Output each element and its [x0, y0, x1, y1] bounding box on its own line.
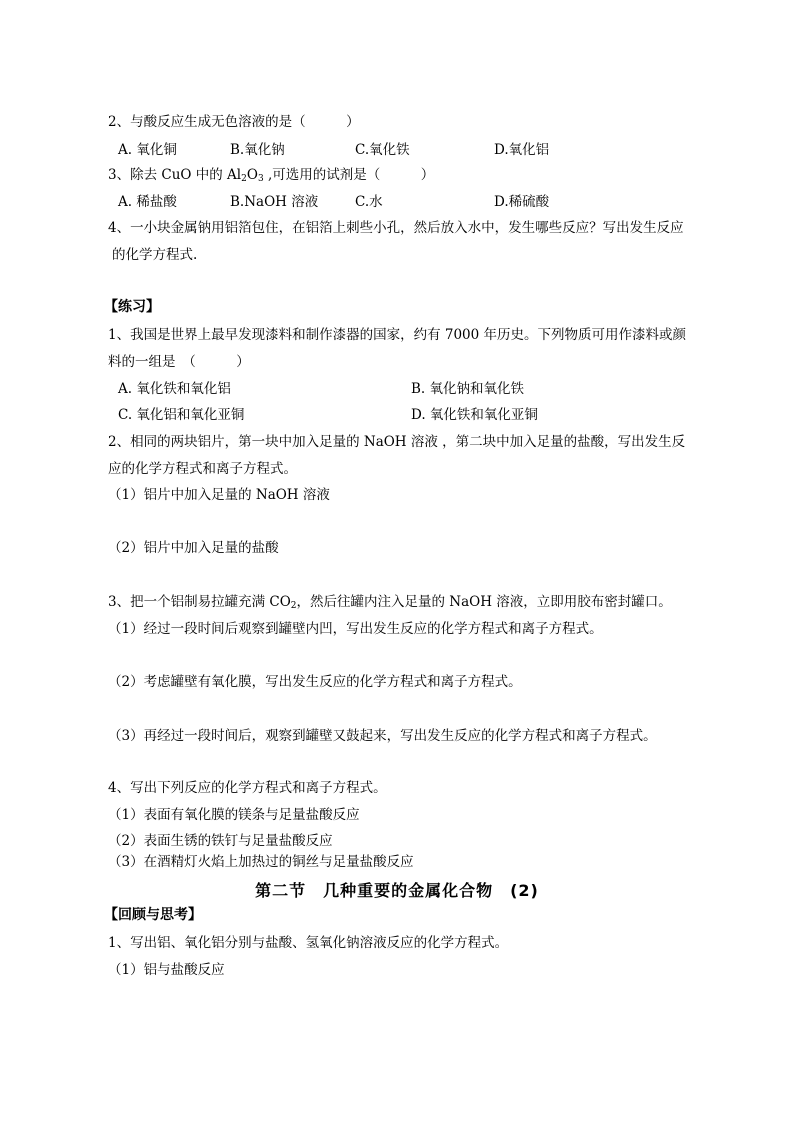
- practice-q3-sub-3: （3）再经过一段时间后，观察到罐壁又鼓起来，写出发生反应的化学方程式和离子方程式。: [108, 728, 657, 744]
- question-4-line-1: 4、一小块金属钠用铝箔包住，在铝箔上刺些小孔，然后放入水中，发生哪些反应？写出发生反应: [108, 220, 684, 236]
- practice-q3-subscript: 2: [290, 601, 297, 611]
- q3-subscript-2: 3: [257, 174, 264, 184]
- question-4-line-2: 的化学方程式.: [112, 247, 198, 263]
- practice-q1-option-d: D. 氧化铁和氧化亚铜: [411, 407, 538, 423]
- q2-option-a: A. 氧化铜: [118, 142, 177, 158]
- q3-stem-suffix: ,可选用的试剂是（ ）: [263, 167, 435, 183]
- practice-q3-line-1: [108, 593, 672, 615]
- section-title: 第二节 几种重要的金属化合物 (2): [255, 881, 539, 900]
- practice-q1-option-a: A. 氧化铁和氧化铝: [118, 381, 231, 397]
- practice-q2-line-1: 2、相同的两块铝片，第一块中加入足量的 NaOH 溶液 ，第二块中加入足量的盐酸，写出发生反: [108, 434, 686, 450]
- practice-q1-option-b: B. 氧化钠和氧化铁: [411, 381, 525, 397]
- practice-q1-line-2: 料的一组是 （ ）: [108, 354, 250, 370]
- q3-option-b: B.NaOH 溶液: [230, 194, 319, 210]
- practice-q4-sub-1: （1）表面有氧化膜的镁条与足量盐酸反应: [108, 807, 360, 823]
- practice-q3-line-1-suffix: ，然后往罐内注入足量的 NaOH 溶液，立即用胶布密封罐口。: [296, 594, 672, 610]
- practice-q3-sub-2: （2）考虑罐壁有氧化膜，写出发生反应的化学方程式和离子方程式。: [108, 674, 522, 690]
- q2-option-d: D.氧化铝: [494, 142, 550, 158]
- practice-q1-line-1: 1、我国是世界上最早发现漆料和制作漆器的国家，约有 7000 年历史。下列物质可用作漆料或颜: [108, 327, 687, 343]
- review-q1: 1、写出铝、氧化铝分别与盐酸、氢氧化钠溶液反应的化学方程式。: [108, 935, 509, 951]
- practice-q2-sub-1: （1）铝片中加入足量的 NaOH 溶液: [108, 487, 330, 503]
- practice-q2-sub-2: （2）铝片中加入足量的盐酸: [108, 540, 279, 556]
- practice-q3-sub-1: （1）经过一段时间后观察到罐壁内凹，写出发生反应的化学方程式和离子方程式。: [108, 621, 603, 637]
- practice-heading: 【练习】: [104, 299, 160, 315]
- q2-option-b: B.氧化钠: [230, 142, 285, 158]
- practice-q4-sub-3: （3）在酒精灯火焰上加热过的铜丝与足量盐酸反应: [108, 854, 414, 870]
- q3-option-c: C.水: [355, 194, 383, 210]
- q3-option-a: A. 稀盐酸: [118, 194, 177, 210]
- review-heading: 【回顾与思考】: [104, 907, 202, 923]
- practice-q2-line-2: 应的化学方程式和离子方程式。: [108, 461, 297, 477]
- q3-option-d: D.稀硫酸: [494, 194, 550, 210]
- q3-stem-prefix: 3、除去 CuO 中的 Al: [108, 167, 242, 183]
- q3-subscript-1: 2: [241, 174, 247, 184]
- question-2-stem: 2、与酸反应生成无色溶液的是（ ）: [108, 114, 360, 130]
- q3-stem-mid: O: [246, 167, 258, 183]
- practice-q4-line-1: 4、写出下列反应的化学方程式和离子方程式。: [108, 780, 387, 796]
- practice-q3-line-1-prefix: 3、把一个铝制易拉罐充满 CO: [108, 594, 291, 610]
- q2-option-c: C.氧化铁: [355, 142, 410, 158]
- question-3-stem: [108, 166, 434, 188]
- review-q1-sub-1: （1）铝与盐酸反应: [108, 962, 225, 978]
- practice-q1-option-c: C. 氧化铝和氧化亚铜: [118, 407, 245, 423]
- practice-q4-sub-2: （2）表面生锈的铁钉与足量盐酸反应: [108, 833, 333, 849]
